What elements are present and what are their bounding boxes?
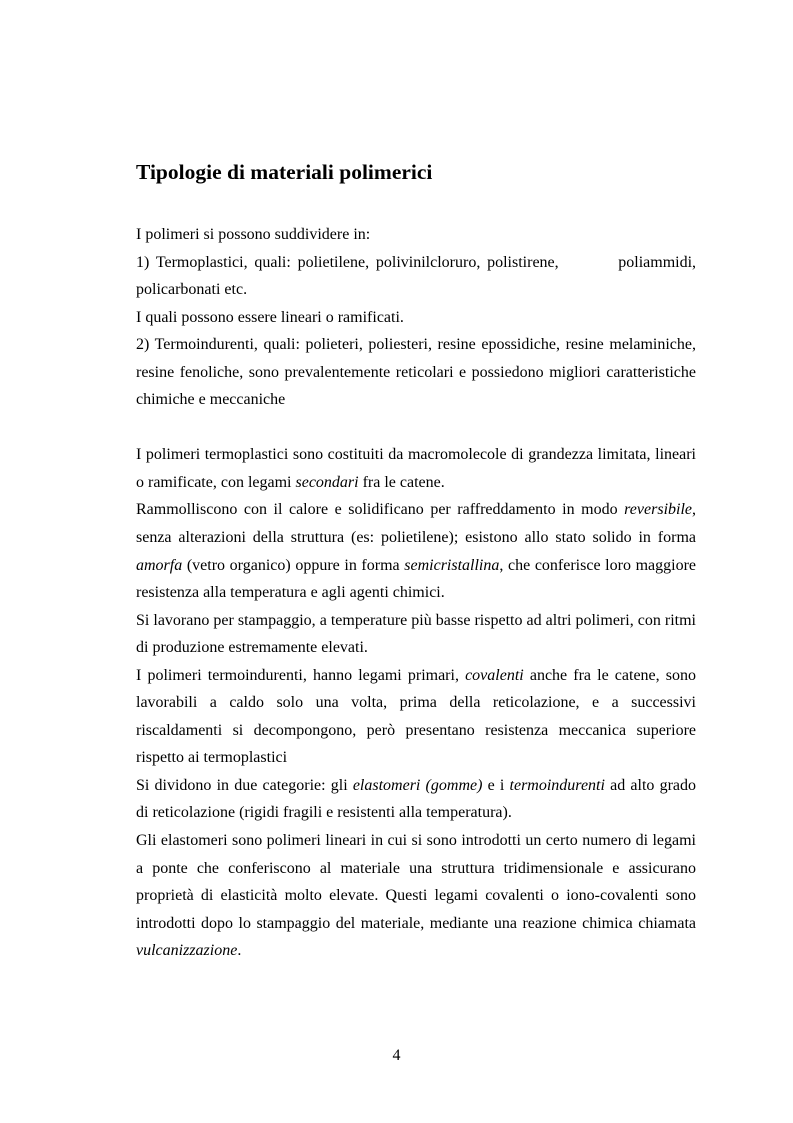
text-line — [136, 249, 696, 277]
text-line — [136, 469, 696, 497]
text-line: Si lavorano per stampaggio, a temperature più basse rispetto ad altri polimeri, con ritmi — [136, 611, 696, 629]
text-span: . — [237, 942, 242, 960]
emphasis: amorfa — [136, 556, 183, 574]
text-line: 2) Termoindurenti, quali: polieteri, poliesteri, resine epossidiche, resine melaminiche, — [136, 336, 696, 354]
text-span: Si dividono in due categorie: gli — [136, 776, 353, 794]
text-line — [136, 772, 696, 800]
text-line: riscaldamenti si decompongono, però presentano resistenza meccanica superiore — [136, 721, 696, 739]
text-line: policarbonati etc. — [136, 281, 248, 299]
emphasis: ) — [477, 776, 483, 794]
text-span: 1) Termoplastici, quali: polietilene, polivinilcloruro, polistirene, — [136, 253, 559, 271]
text-line: I quali possono essere lineari o ramificati. — [136, 308, 404, 326]
section-title: Tipologie di materiali polimerici — [136, 160, 433, 184]
emphasis: vulcanizzazione — [136, 942, 238, 960]
emphasis: secondari — [295, 473, 359, 491]
text-line — [136, 937, 696, 965]
text-span: , — [692, 501, 696, 519]
text-line: I polimeri termoplastici sono costituiti da macromolecole di grandezza limitata, lineari — [136, 446, 696, 464]
emphasis: semicristallina — [404, 556, 500, 574]
text-span: , che conferisce loro maggiore — [499, 556, 696, 574]
text-line — [136, 496, 696, 524]
text-line: resine fenoliche, sono prevalentemente reticolari e possiedono migliori caratteristiche — [136, 363, 696, 381]
page-number: 4 — [392, 1047, 401, 1064]
text-line: proprietà di elasticità molto elevate. Questi legami covalenti o iono-covalenti sono — [136, 887, 696, 905]
text-span: ad alto grado — [604, 776, 697, 794]
body-text — [136, 221, 696, 965]
text-span: Rammolliscono con il calore e solidificano per raffreddamento in modo — [136, 501, 625, 519]
text-line: senza alterazioni della struttura (es: polietilene); esistono allo stato solido in forma — [136, 529, 696, 547]
emphasis: reversibile — [624, 501, 692, 519]
text-line: I polimeri si possono suddividere in: — [136, 226, 371, 243]
text-line: di produzione estremamente elevati. — [136, 639, 368, 657]
text-line: chimiche e meccaniche — [136, 391, 286, 409]
text-line — [136, 662, 696, 690]
text-span: I polimeri termoindurenti, hanno legami primari, — [136, 666, 466, 684]
emphasis: termoindurenti — [509, 776, 605, 794]
text-span: (vetro organico) oppure in forma — [182, 556, 405, 574]
text-span: e i — [482, 776, 510, 794]
text-line: Gli elastomeri sono polimeri lineari in cui si sono introdotti un certo numero di legami — [136, 832, 696, 850]
text-span: poliammidi, — [618, 253, 697, 271]
blank-line — [136, 414, 696, 442]
text-line: lavorabili a caldo solo una volta, prima della reticolazione, e a successivi — [136, 694, 696, 712]
emphasis: elastomeri (gomme — [352, 776, 478, 794]
text-line — [136, 552, 696, 580]
text-line: a ponte che conferiscono al materiale una struttura tridimensionale e assicurano — [136, 859, 696, 877]
text-line: rispetto ai termoplastici — [136, 749, 288, 767]
text-line: introdotti dopo lo stampaggio del materiale, mediante una reazione chimica chiamata — [136, 914, 696, 932]
text-span: o ramificate, con legami — [136, 473, 296, 491]
text-span: anche fra le catene, sono — [523, 666, 697, 684]
emphasis: covalenti — [465, 666, 524, 684]
text-span: fra le catene. — [358, 473, 445, 491]
text-line: resistenza alla temperatura e agli agenti chimici. — [136, 584, 445, 602]
text-line: di reticolazione (rigidi fragili e resistenti alla temperatura). — [136, 804, 512, 822]
